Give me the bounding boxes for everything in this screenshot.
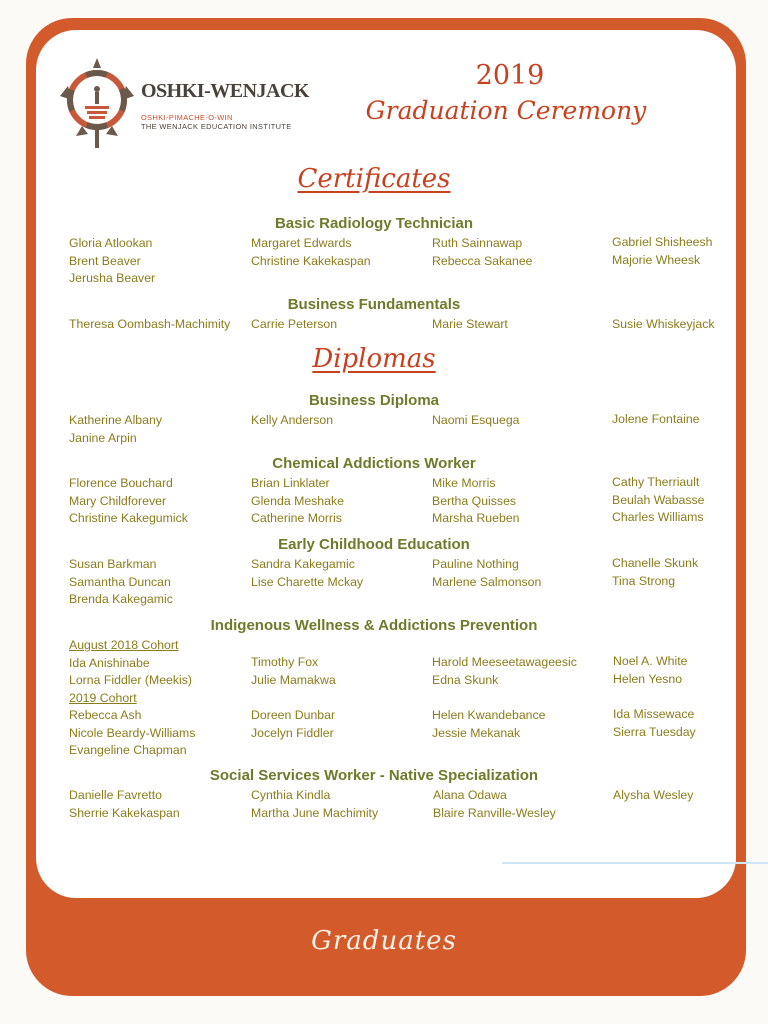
program-title-early-childhood: Early Childhood Education <box>278 536 470 553</box>
graduate-name: Carrie Peterson <box>251 317 338 331</box>
graduate-name: Kelly Anderson <box>251 413 334 427</box>
graduate-name: Helen Yesno <box>613 671 683 686</box>
graduate-name: Ida Missewace <box>613 707 695 721</box>
iwap-c1-col4 <box>613 653 688 688</box>
graduate-name: Jolene Fontaine <box>612 412 700 426</box>
graduate-name: Janine Arpin <box>69 430 137 445</box>
graduate-name: Rebecca Ash <box>69 708 142 722</box>
graduate-name: Mike Morris <box>432 476 496 490</box>
graduate-name: Noel A. White <box>613 654 688 668</box>
program-title-social-services: Social Services Worker - Native Specialization <box>209 767 539 784</box>
graduate-name: Harold Meeseetawageesic <box>432 655 577 669</box>
graduate-name: Cynthia Kindla <box>251 788 331 802</box>
graduate-name: Edna Skunk <box>432 672 499 687</box>
caw-col4 <box>612 474 705 527</box>
graduate-name: Christine Kakegumick <box>69 511 188 525</box>
graduate-name: Brian Linklater <box>251 476 330 490</box>
bd-col3 <box>432 412 520 430</box>
ssw-col1 <box>69 787 180 822</box>
graduate-name: Margaret Edwards <box>251 236 352 250</box>
graduate-name: Sierra Tuesday <box>613 724 696 739</box>
graduate-name: Julie Mamakwa <box>251 672 336 687</box>
graduate-name: Doreen Dunbar <box>251 708 336 722</box>
graduate-name: Marie Stewart <box>432 317 508 331</box>
graduate-name: Beulah Wabasse <box>612 492 705 507</box>
program-title-radiology: Basic Radiology Technician <box>274 215 474 232</box>
ceremony-title: Graduation Ceremony <box>365 96 647 125</box>
graduate-name: Majorie Wheesk <box>612 252 701 267</box>
caw-col1 <box>69 475 188 528</box>
graduate-name: Cathy Therriault <box>612 475 700 489</box>
diplomas-heading: Diplomas <box>312 344 436 374</box>
org-name: OSHKI-WENJACK <box>141 80 309 102</box>
iwap-c1-col2 <box>251 654 336 689</box>
radiology-col3 <box>432 235 533 270</box>
graduate-name: Catherine Morris <box>251 511 342 525</box>
bd-col2 <box>251 412 333 430</box>
bf-col4 <box>612 316 715 334</box>
ssw-col4 <box>613 787 693 805</box>
radiology-col4 <box>612 234 712 269</box>
graduate-name: Evangeline Chapman <box>69 743 187 757</box>
cohort-label-august-2018: August 2018 Cohort <box>69 638 179 652</box>
program-title-indigenous-wellness: Indigenous Wellness & Addictions Prevention <box>210 617 538 634</box>
graduate-name: Charles Williams <box>612 510 704 524</box>
graduate-name: Gloria Atlookan <box>69 236 153 250</box>
cohort-label-2019: 2019 Cohort <box>69 690 137 705</box>
bf-col3 <box>432 316 508 334</box>
iwap-c1-col3 <box>432 654 577 689</box>
graduate-name: Jocelyn Fiddler <box>251 725 334 740</box>
graduate-name: Rebecca Sakanee <box>432 253 533 268</box>
iwap-c2-col4 <box>613 706 696 741</box>
program-title-business-fundamentals: Business Fundamentals <box>287 296 461 313</box>
graduate-name: Bertha Quisses <box>432 493 517 508</box>
footer-graduates-label: Graduates <box>311 926 457 956</box>
graduate-name: Alana Odawa <box>433 788 507 802</box>
graduate-name: Tina Strong <box>612 573 676 588</box>
graduate-name: Gabriel Shisheesh <box>612 235 713 249</box>
bd-col4 <box>612 411 700 429</box>
graduate-name: Ruth Sainnawap <box>432 236 523 250</box>
bf-col1 <box>69 316 230 334</box>
org-subtitle-line2: THE WENJACK EDUCATION INSTITUTE <box>141 122 292 131</box>
graduate-name: Pauline Nothing <box>432 557 519 571</box>
graduate-name: Christine Kakekaspan <box>251 253 371 268</box>
ece-col2 <box>251 556 363 591</box>
ceremony-year: 2019 <box>475 60 545 91</box>
certificates-heading: Certificates <box>297 164 451 194</box>
program-title-business-diploma: Business Diploma <box>308 392 440 409</box>
graduate-name: Sherrie Kakekaspan <box>69 805 180 820</box>
bd-col1 <box>69 412 162 447</box>
ssw-col3 <box>433 787 556 822</box>
scan-line <box>502 862 768 864</box>
graduate-name: Ida Anishinabe <box>69 655 150 670</box>
graduate-name: Timothy Fox <box>251 655 319 669</box>
graduate-name: Susan Barkman <box>69 557 157 571</box>
oshki-wenjack-logo-icon <box>58 56 136 152</box>
graduate-name: Chanelle Skunk <box>612 556 699 570</box>
graduate-name: Glenda Meshake <box>251 493 344 508</box>
graduate-name: Marsha Rueben <box>432 511 520 525</box>
org-subtitle-line1: OSHKI-PIMACHE-O-WIN <box>141 113 233 122</box>
program-title-chemical-addictions: Chemical Addictions Worker <box>272 455 476 472</box>
graduate-name: Sandra Kakegamic <box>251 557 355 571</box>
graduate-name: Susie Whiskeyjack <box>612 317 715 331</box>
graduate-name: Samantha Duncan <box>69 574 171 589</box>
graduate-name: Nicole Beardy-Williams <box>69 725 196 740</box>
iwap-c2-col3 <box>432 707 546 742</box>
caw-col2 <box>251 475 344 528</box>
graduate-name: Brenda Kakegamic <box>69 592 173 606</box>
graduate-name: Jerusha Beaver <box>69 271 156 285</box>
graduate-name: Lise Charette Mckay <box>251 574 364 589</box>
radiology-col1 <box>69 235 155 288</box>
ssw-col2 <box>251 787 378 822</box>
caw-col3 <box>432 475 520 528</box>
bf-col2 <box>251 316 337 334</box>
graduate-name: Blaire Ranville-Wesley <box>433 805 556 820</box>
org-subtitle <box>141 113 292 131</box>
graduate-name: Theresa Oombash-Machimity <box>69 317 231 331</box>
graduate-name: Martha June Machimity <box>251 805 379 820</box>
graduate-name: Helen Kwandebance <box>432 708 546 722</box>
graduate-name: Lorna Fiddler (Meekis) <box>69 673 193 687</box>
graduate-name: Alysha Wesley <box>613 788 694 802</box>
ece-col3 <box>432 556 541 591</box>
ece-col4 <box>612 555 698 590</box>
graduate-name: Naomi Esquega <box>432 413 520 427</box>
graduate-name: Florence Bouchard <box>69 476 173 490</box>
graduate-name: Jessie Mekanak <box>432 725 521 740</box>
iwap-col1 <box>69 637 195 760</box>
graduate-name: Danielle Favretto <box>69 788 162 802</box>
graduate-name: Katherine Albany <box>69 413 162 427</box>
graduate-name: Marlene Salmonson <box>432 574 542 589</box>
ece-col1 <box>69 556 173 609</box>
graduate-name: Brent Beaver <box>69 253 141 268</box>
radiology-col2 <box>251 235 371 270</box>
graduate-name: Mary Childforever <box>69 493 167 508</box>
iwap-c2-col2 <box>251 707 335 742</box>
